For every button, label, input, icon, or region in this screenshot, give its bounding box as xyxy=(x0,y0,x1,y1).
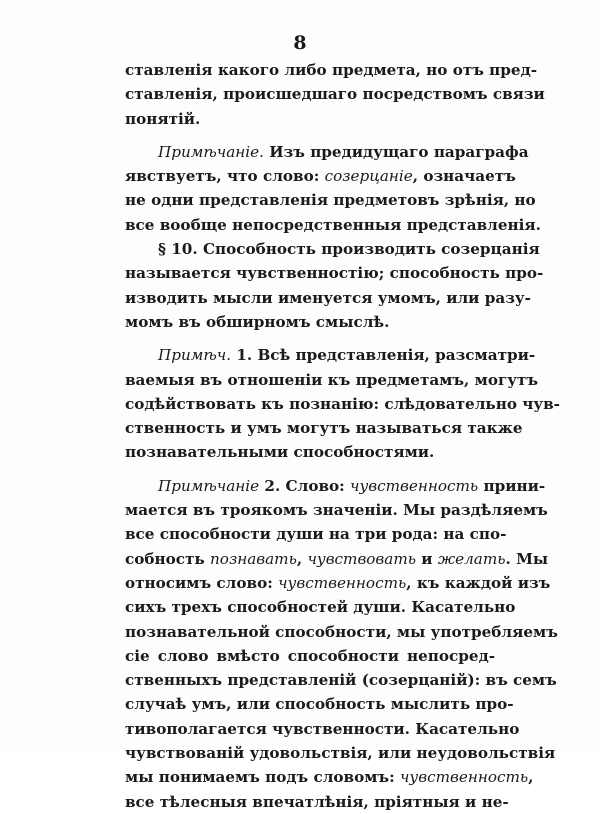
text-line xyxy=(125,82,545,106)
text-line xyxy=(125,58,538,82)
italic-segment: созерцаніе xyxy=(324,167,413,186)
text-line xyxy=(125,237,540,261)
text-segment: ставленія какого либо предмета, но отъ пред- xyxy=(125,61,538,79)
text-line xyxy=(125,368,539,392)
text-line xyxy=(125,547,549,571)
italic-segment: Примѣчаніе xyxy=(158,476,260,495)
text-segment: все вообще непосредственныя представленія. xyxy=(125,215,541,234)
text-segment: , къ каждой изъ xyxy=(406,573,551,592)
text-line xyxy=(125,668,557,692)
body-text xyxy=(125,58,560,814)
text-segment: Изъ предидущаго параграфа xyxy=(263,142,529,161)
text-line xyxy=(125,140,529,164)
text-segment: мы понимаемъ подъ словомъ: xyxy=(125,768,400,787)
text-segment: . Мы xyxy=(505,549,549,568)
text-segment: 1. Всѣ представленія, разсматри- xyxy=(231,346,536,365)
italic-segment: Примѣч. xyxy=(158,346,232,365)
text-line xyxy=(125,620,558,644)
paragraph-gap xyxy=(125,334,495,343)
text-line xyxy=(125,343,536,367)
text-segment: относимъ слово: xyxy=(125,573,279,592)
text-segment: случаѣ умъ, или способность мыслить про- xyxy=(125,695,514,714)
text-line xyxy=(125,692,514,716)
text-line xyxy=(125,213,541,237)
text-segment: § 10. Способность производить созерцанія xyxy=(158,240,540,259)
text-segment: не одни представленія предметовъ зрѣнія, но xyxy=(125,191,536,210)
text-segment: тивополагается чувственности. Касательно xyxy=(125,719,520,738)
text-line xyxy=(125,498,548,522)
text-segment: познавательными способностями. xyxy=(125,443,435,462)
text-line xyxy=(125,741,556,765)
text-segment: все тѣлесныя впечатлѣнія, пріятныя и не- xyxy=(125,792,509,811)
italic-segment: чувствовать xyxy=(307,549,416,568)
italic-segment: Примѣчаніе. xyxy=(158,142,264,161)
text-segment: собность xyxy=(125,549,211,568)
text-segment: , означаетъ xyxy=(412,167,516,186)
text-segment: называется чувственностію; способность про- xyxy=(125,264,544,283)
text-line xyxy=(125,286,531,310)
italic-segment: познавать xyxy=(210,549,297,568)
paragraph-gap xyxy=(125,465,495,474)
text-segment: 2. Слово: xyxy=(259,476,351,495)
text-segment: изводить мысли именуется умомъ, или разу- xyxy=(125,288,531,307)
text-segment: сихъ трехъ способностей души. Касательно xyxy=(125,598,516,617)
text-line xyxy=(125,188,536,212)
text-segment: явствуетъ, что слово: xyxy=(125,167,325,186)
text-segment: ставленія, происшедшаго посредствомъ связи xyxy=(125,85,545,104)
page-number: 8 xyxy=(293,32,307,54)
italic-segment: желать xyxy=(437,549,506,568)
text-segment: мается въ троякомъ значеніи. Мы раздѣляемъ xyxy=(125,501,548,520)
text-segment: ственныхъ представленій (созерцаній): въ семъ xyxy=(125,671,557,690)
italic-segment: чувственность xyxy=(399,768,529,787)
text-line xyxy=(125,474,546,498)
text-line xyxy=(125,595,516,619)
italic-segment: чувственность xyxy=(350,476,479,495)
text-line xyxy=(125,644,495,668)
text-line xyxy=(125,765,534,789)
text-segment: прини- xyxy=(478,476,546,495)
text-line xyxy=(125,416,523,440)
text-line xyxy=(125,392,560,416)
text-line xyxy=(125,261,544,285)
text-line xyxy=(125,310,495,334)
text-line xyxy=(125,571,551,595)
text-segment: ваемыя въ отношеніи къ предметамъ, могутъ xyxy=(125,370,539,389)
text-segment: и xyxy=(416,549,438,568)
paragraph-gap xyxy=(125,131,495,140)
text-line xyxy=(125,440,495,464)
text-segment: ственность и умъ могутъ называться также xyxy=(125,419,523,438)
text-segment: познавательной способности, мы употребляемъ xyxy=(125,622,558,641)
text-line xyxy=(125,717,520,741)
text-segment: сіе слово вмѣсто способности непосред- xyxy=(125,646,495,665)
text-segment: чувствованій удовольствія, или неудовольствія xyxy=(125,744,556,763)
italic-segment: чувственность xyxy=(278,573,407,592)
text-line xyxy=(125,164,516,188)
text-segment: все способности души на три рода: на спо- xyxy=(125,525,507,544)
text-line xyxy=(125,107,495,131)
text-line xyxy=(125,522,507,546)
text-segment: понятій. xyxy=(125,109,201,128)
text-line xyxy=(125,790,509,814)
text-segment: , xyxy=(528,768,534,787)
text-segment: момъ въ обширномъ смыслѣ. xyxy=(125,312,390,331)
text-segment: , xyxy=(296,549,308,568)
text-segment: содѣйствовать къ познанію: слѣдовательно чув- xyxy=(125,394,560,413)
